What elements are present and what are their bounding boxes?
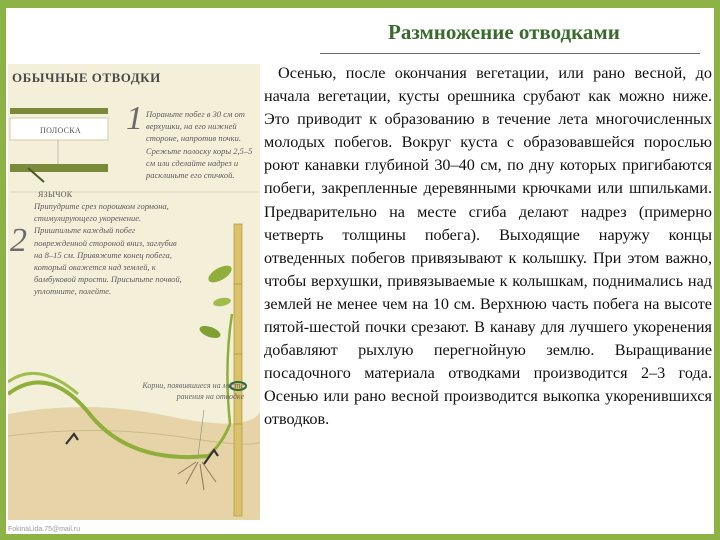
label-strip: ПОЛОСКА — [40, 126, 82, 135]
frame-left — [0, 0, 6, 540]
label-tongue: ЯЗЫЧОК — [38, 190, 73, 199]
watermark: FokinaLida.75@mail.ru — [8, 526, 81, 533]
layering-illustration — [8, 64, 260, 520]
title-underline — [320, 53, 700, 54]
body-paragraph: Осенью, после окончания вегетации, или рано весной, до начала вегетации, кусты орешника срубают как можно ниже. Это приводит к образованию в течение лета многочисленных молодых побегов. Вокруг куста с образовавшейся порослью роют канавки глубиной 30–40 см, по дну которых пригибаются побеги, закрепленные деревянными крючками или шпильками. Предварительно на месте сгиба делают надрез (примерно четверть толщины побега). Выходящие наружу концы отведенных побегов привязывают к колышку. При этом важно, чтобы верхушки, привязываемые к колышкам, поднимались над землей не менее чем на 10 см. Верхнюю часть побега на высоте пятой-шестой почки срезают. В канаву для лучшего укоренения добавляют рыхлую перегнойную землю. Выращивание посадочного материала отводками производится 2–3 года. Осенью или рано весной производится выкопка укоренившихся отводков. — [264, 64, 712, 429]
slide-title: Размножение отводками — [388, 20, 620, 44]
soil-area — [8, 407, 260, 520]
leaf-icon — [198, 324, 222, 341]
frame-right — [714, 0, 720, 540]
step-1-number: 1 — [126, 100, 143, 137]
illustration-heading: ОБЫЧНЫЕ ОТВОДКИ — [12, 70, 161, 85]
frame-bottom — [0, 534, 720, 540]
leaf-icon — [206, 262, 235, 285]
step-2-text: Припудрите срез порошком гормона, стимулирующего укоренение. Пришпильте каждый побег поврежденной стороной вниз, заглубив на 8–15 см. Привяжите конец побега, который окажется над землей, к бамбуковой трости. Присыпьте почвой, уплотните, полейте. — [34, 201, 182, 297]
step-2-number: 2 — [10, 222, 27, 259]
roots-note: Корни, появившиеся на месте ранения на отводке — [142, 381, 244, 401]
stem-bottom-icon — [10, 164, 108, 172]
leaf-icon — [212, 296, 231, 307]
frame-top — [0, 0, 720, 8]
step-1-text: Пораньте побег в 30 см от верхушки, на его нижней стороне, напротив почки. Срежьте полоску коры 2,5–5 см или сделайте надрез и расклиньте его спичкой. — [146, 109, 253, 181]
stem-top-icon — [10, 108, 108, 114]
bamboo-cane-icon — [234, 224, 242, 516]
